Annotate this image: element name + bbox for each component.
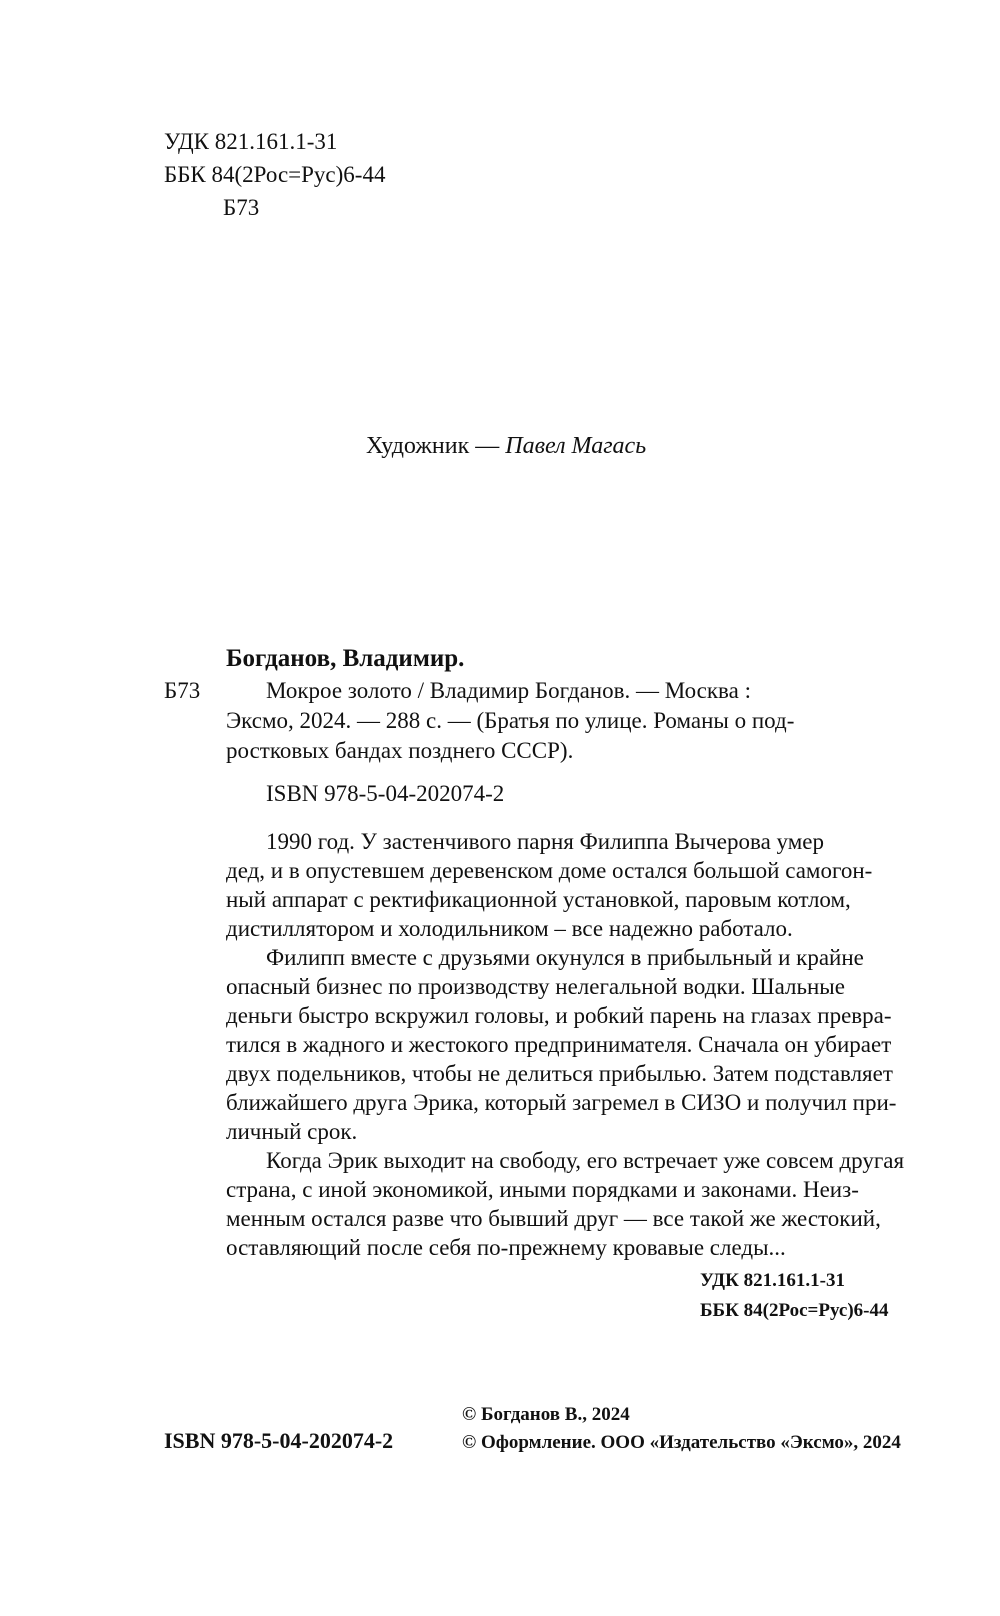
top-udk-code: УДК 821.161.1-31	[164, 129, 338, 154]
catalog-isbn: ISBN 978-5-04-202074-2	[266, 781, 505, 806]
annotation-p2-line-5: двух подельников, чтобы не делиться прибылью. Затем подставляет	[226, 1061, 893, 1086]
catalog-description-line-1: Мокрое золото / Владимир Богданов. — Москва :	[266, 678, 751, 703]
annotation-p2-line-7: личный срок.	[226, 1119, 358, 1144]
annotation-p1-line-3: ный аппарат с ректификационной установкой, паровым котлом,	[226, 887, 851, 912]
catalog-description-line-3: ростковых бандах позднего СССР).	[226, 738, 574, 763]
annotation-p2-line-4: тился в жадного и жестокого предпринимателя. Сначала он убирает	[226, 1032, 892, 1057]
artist-credit	[366, 433, 646, 460]
annotation-p3-line-2: страна, с иной экономикой, иными порядками и законами. Неиз-	[226, 1177, 859, 1202]
annotation-p3-line-3: менным остался разве что бывший друг — все такой же жестокий,	[226, 1206, 881, 1231]
annotation-p2-line-6: ближайшего друга Эрика, который загремел в СИЗО и получил при-	[226, 1090, 897, 1115]
catalog-author-heading: Богданов, Владимир.	[226, 645, 465, 672]
annotation-p2-line-3: деньги быстро вскружил головы, и робкий парень на глазах превра-	[226, 1003, 892, 1028]
footer-isbn: ISBN 978-5-04-202074-2	[164, 1428, 394, 1453]
annotation-p3-line-4: оставляющий после себя по-прежнему кровавые следы...	[226, 1235, 786, 1260]
annotation-p2-line-1: Филипп вместе с друзьями окунулся в прибыльный и крайне	[266, 945, 864, 970]
top-bbk-code: ББК 84(2Рос=Рус)6-44	[164, 162, 386, 187]
catalog-bbk-code: ББК 84(2Рос=Рус)6-44	[700, 1300, 889, 1321]
copyright-design: © Оформление. ООО «Издательство «Эксмо», 2024	[462, 1432, 901, 1453]
annotation-p2-line-2: опасный бизнес по производству нелегальной водки. Шальные	[226, 974, 845, 999]
catalog-udk-code: УДК 821.161.1-31	[700, 1270, 845, 1291]
catalog-author-mark: Б73	[164, 678, 201, 703]
copyright-author: © Богданов В., 2024	[462, 1404, 630, 1425]
artist-name: Павел Магась	[505, 433, 647, 459]
artist-prefix: Художник —	[366, 433, 506, 459]
top-author-mark: Б73	[223, 195, 260, 220]
annotation-p1-line-4: дистиллятором и холодильником – все надежно работало.	[226, 916, 793, 941]
annotation-p1-line-2: дед, и в опустевшем деревенском доме остался большой самогон-	[226, 858, 873, 883]
annotation-p1-line-1: 1990 год. У застенчивого парня Филиппа Вычерова умер	[266, 829, 824, 854]
catalog-description-line-2: Эксмо, 2024. — 288 с. — (Братья по улице. Романы о под-	[226, 708, 795, 733]
annotation-p3-line-1: Когда Эрик выходит на свободу, его встречает уже совсем другая	[266, 1148, 905, 1173]
